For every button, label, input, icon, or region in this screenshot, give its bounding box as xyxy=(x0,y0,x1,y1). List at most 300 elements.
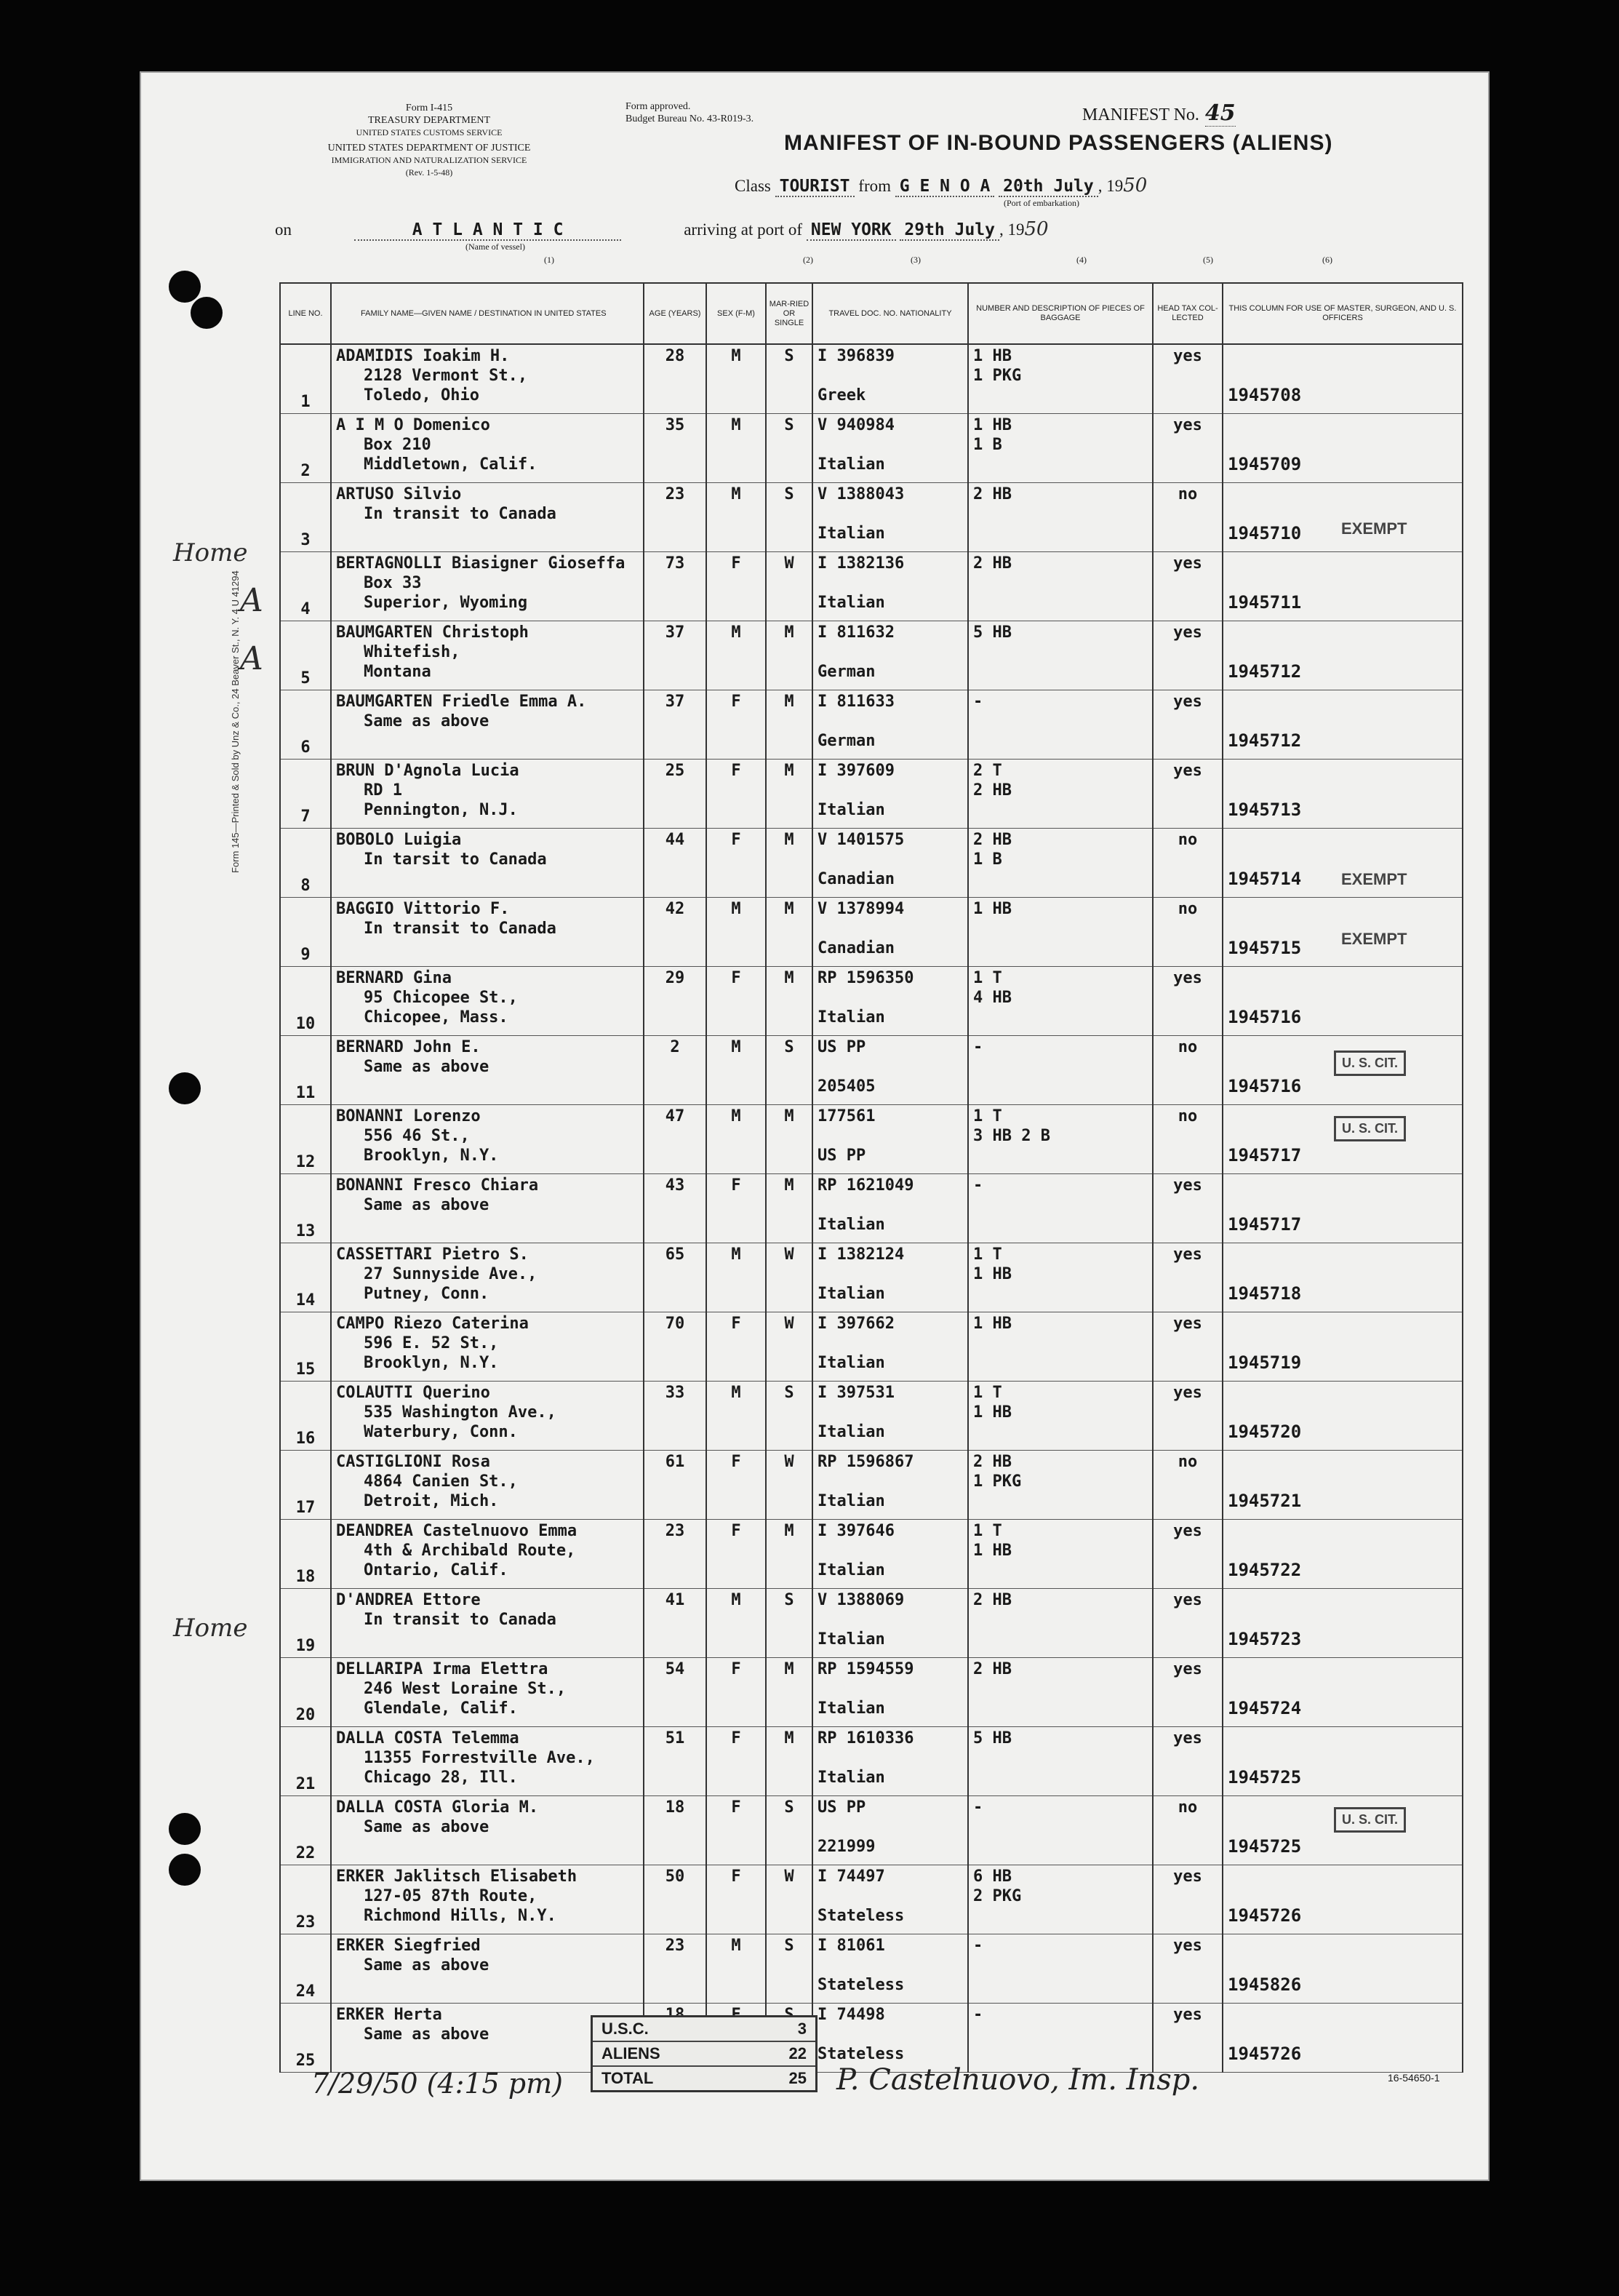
officer-number: 1945716 xyxy=(1228,1007,1302,1027)
officer-number: 1945718 xyxy=(1228,1283,1302,1304)
vessel-caption: (Name of vessel) xyxy=(465,242,525,252)
baggage-line: 3 HB 2 B xyxy=(973,1127,1050,1145)
nationality: Italian xyxy=(818,1561,885,1579)
col-num: (5) xyxy=(1203,255,1213,265)
officer-notes xyxy=(1223,1934,1463,2004)
col-num: (6) xyxy=(1322,255,1332,265)
nationality: Stateless xyxy=(818,2045,905,2063)
destination-line: 127-05 87th Route, xyxy=(364,1887,537,1905)
baggage-cell xyxy=(968,1520,1153,1589)
passenger-name: BONANNI Fresco Chiara xyxy=(336,1176,539,1195)
passenger-cell xyxy=(331,414,644,483)
baggage-line: 2 HB xyxy=(973,1591,1012,1609)
baggage-cell xyxy=(968,414,1153,483)
nationality: German xyxy=(818,732,876,750)
officer-notes xyxy=(1223,1520,1463,1589)
marital-status: M xyxy=(766,1727,812,1796)
destination-line: Ontario, Calif. xyxy=(364,1561,508,1579)
age: 23 xyxy=(644,483,706,552)
table-row xyxy=(280,344,1463,414)
form-number: 16-54650-1 xyxy=(1388,2072,1440,2084)
destination-line: Putney, Conn. xyxy=(364,1285,489,1303)
punch-hole xyxy=(169,271,201,303)
sex: M xyxy=(706,1105,766,1174)
travel-doc-cell xyxy=(812,1658,968,1727)
baggage-cell xyxy=(968,1934,1153,2004)
passenger-cell xyxy=(331,1727,644,1796)
baggage-line: 1 B xyxy=(973,850,1002,869)
passenger-cell xyxy=(331,552,644,621)
head-tax: no xyxy=(1153,483,1223,552)
destination-line: Brooklyn, N.Y. xyxy=(364,1354,499,1372)
destination-line: 596 E. 52 St., xyxy=(364,1334,499,1352)
travel-doc-cell xyxy=(812,1934,968,2004)
line-number: 11 xyxy=(280,1036,331,1105)
baggage-line: 2 HB xyxy=(973,1453,1012,1471)
destination-line: Superior, Wyoming xyxy=(364,594,528,612)
line-number: 16 xyxy=(280,1382,331,1451)
destination-line: Same as above xyxy=(364,2025,489,2044)
tally-aliens: ALIENS 22 xyxy=(593,2042,815,2067)
head-tax: yes xyxy=(1153,414,1223,483)
travel-doc-number: RP 1596867 xyxy=(818,1453,914,1471)
travel-doc-number: I 1382136 xyxy=(818,554,905,573)
marital-status: W xyxy=(766,552,812,621)
baggage-line: - xyxy=(973,1038,983,1056)
passenger-name: BONANNI Lorenzo xyxy=(336,1107,481,1125)
baggage-cell xyxy=(968,1451,1153,1520)
travel-doc-number: I 397609 xyxy=(818,762,895,780)
passenger-cell xyxy=(331,1243,644,1312)
baggage-cell xyxy=(968,1382,1153,1451)
nationality: Italian xyxy=(818,1699,885,1718)
travel-doc-cell xyxy=(812,690,968,760)
officer-number: 1945717 xyxy=(1228,1214,1302,1235)
sex: M xyxy=(706,414,766,483)
nationality: German xyxy=(818,663,876,681)
destination-line: Brooklyn, N.Y. xyxy=(364,1147,499,1165)
officer-number: 1945722 xyxy=(1228,1560,1302,1580)
baggage-line: - xyxy=(973,693,983,711)
destination-line: Same as above xyxy=(364,712,489,730)
col-header-travel-doc: TRAVEL DOC. NO. NATIONALITY xyxy=(812,283,968,344)
line-number: 7 xyxy=(280,760,331,829)
tally-usc: U.S.C. 3 xyxy=(593,2017,815,2042)
age: 35 xyxy=(644,414,706,483)
officer-notes xyxy=(1223,1312,1463,1382)
age: 23 xyxy=(644,1934,706,2004)
sex: M xyxy=(706,898,766,967)
passenger-name: BAUMGARTEN Christoph xyxy=(336,623,529,642)
passenger-cell xyxy=(331,483,644,552)
travel-doc-cell xyxy=(812,1105,968,1174)
baggage-line: 5 HB xyxy=(973,623,1012,642)
baggage-cell xyxy=(968,1243,1153,1312)
travel-doc-number: I 74497 xyxy=(818,1868,885,1886)
head-tax: no xyxy=(1153,829,1223,898)
table-row xyxy=(280,552,1463,621)
baggage-line: 1 T xyxy=(973,1107,1002,1125)
passenger-cell xyxy=(331,1105,644,1174)
travel-doc-cell xyxy=(812,414,968,483)
travel-doc-cell xyxy=(812,1727,968,1796)
officer-notes xyxy=(1223,690,1463,760)
baggage-cell xyxy=(968,344,1153,414)
officer-notes xyxy=(1223,344,1463,414)
col-header-line: LINE NO. xyxy=(280,283,331,344)
baggage-line: - xyxy=(973,1176,983,1195)
col-num: (3) xyxy=(911,255,921,265)
baggage-line: 2 HB xyxy=(973,554,1012,573)
officer-notes xyxy=(1223,1865,1463,1934)
nationality: Italian xyxy=(818,455,885,474)
sex: F xyxy=(706,829,766,898)
exempt-stamp: EXEMPT xyxy=(1341,870,1407,888)
travel-doc-number: I 74498 xyxy=(818,2006,885,2024)
passenger-name: BRUN D'Agnola Lucia xyxy=(336,762,519,780)
officer-number: 1945719 xyxy=(1228,1352,1302,1373)
line-number: 6 xyxy=(280,690,331,760)
destination-line: Waterbury, Conn. xyxy=(364,1423,518,1441)
line-number: 23 xyxy=(280,1865,331,1934)
destination-line: Detroit, Mich. xyxy=(364,1492,499,1510)
sex: F xyxy=(706,1312,766,1382)
passenger-name: ARTUSO Silvio xyxy=(336,485,462,503)
marital-status: M xyxy=(766,898,812,967)
passenger-cell xyxy=(331,829,644,898)
marital-status: S xyxy=(766,483,812,552)
travel-doc-number: I 1382124 xyxy=(818,1245,905,1264)
baggage-line: 1 T xyxy=(973,1522,1002,1540)
destination-line: Box 33 xyxy=(364,574,422,592)
travel-doc-number: V 1401575 xyxy=(818,831,905,849)
age: 50 xyxy=(644,1865,706,1934)
line-number: 1 xyxy=(280,344,331,414)
marital-status: S xyxy=(766,1036,812,1105)
passenger-name: BERNARD Gina xyxy=(336,969,452,987)
margin-note: A xyxy=(240,640,263,677)
nationality: Canadian xyxy=(818,870,895,888)
form-agency-block: Form I-415 TREASURY DEPARTMENT UNITED STATES CUSTOMS SERVICE UNITED STATES DEPARTMENT OF JUSTICE IMMIGRATION AND NATURALIZATION SERVICE (Rev. 1-5-48) xyxy=(327,103,531,178)
baggage-cell xyxy=(968,967,1153,1036)
passenger-cell xyxy=(331,898,644,967)
table-row xyxy=(280,414,1463,483)
baggage-line: 1 HB xyxy=(973,1265,1012,1283)
officer-number: 1945711 xyxy=(1228,592,1302,613)
col-header-head-tax: HEAD TAX COL-LECTED xyxy=(1153,283,1223,344)
marital-status: M xyxy=(766,760,812,829)
destination-line: Montana xyxy=(364,663,431,681)
baggage-cell xyxy=(968,1727,1153,1796)
col-header-age: AGE (YEARS) xyxy=(644,283,706,344)
line-number: 20 xyxy=(280,1658,331,1727)
passenger-name: CASTIGLIONI Rosa xyxy=(336,1453,490,1471)
table-row xyxy=(280,760,1463,829)
destination-line: 4864 Canien St., xyxy=(364,1472,518,1491)
table-row xyxy=(280,898,1463,967)
passenger-cell xyxy=(331,1865,644,1934)
marital-status: S xyxy=(766,1934,812,2004)
line-number: 21 xyxy=(280,1727,331,1796)
travel-doc-cell xyxy=(812,1036,968,1105)
sex: F xyxy=(706,1451,766,1520)
destination-line: Chicago 28, Ill. xyxy=(364,1769,518,1787)
sex: M xyxy=(706,483,766,552)
officer-notes xyxy=(1223,621,1463,690)
age: 73 xyxy=(644,552,706,621)
age: 70 xyxy=(644,1312,706,1382)
table-row xyxy=(280,1658,1463,1727)
baggage-line: 1 T xyxy=(973,1384,1002,1402)
passenger-cell xyxy=(331,1451,644,1520)
travel-doc-cell xyxy=(812,1520,968,1589)
table-header-row xyxy=(280,283,1463,344)
line-number: 8 xyxy=(280,829,331,898)
head-tax: yes xyxy=(1153,1658,1223,1727)
officer-number: 1945712 xyxy=(1228,730,1302,751)
passenger-table xyxy=(279,282,1463,2073)
destination-line: Whitefish, xyxy=(364,643,460,661)
destination-line: In transit to Canada xyxy=(364,1611,556,1629)
age: 51 xyxy=(644,1727,706,1796)
line-number: 3 xyxy=(280,483,331,552)
baggage-cell xyxy=(968,1036,1153,1105)
head-tax: yes xyxy=(1153,344,1223,414)
sex: M xyxy=(706,344,766,414)
travel-doc-number: RP 1594559 xyxy=(818,1660,914,1678)
line-number: 15 xyxy=(280,1312,331,1382)
age: 43 xyxy=(644,1174,706,1243)
head-tax: yes xyxy=(1153,1520,1223,1589)
line-number: 25 xyxy=(280,2004,331,2073)
destination-line: 535 Washington Ave., xyxy=(364,1403,556,1422)
table-row xyxy=(280,1312,1463,1382)
head-tax: no xyxy=(1153,1036,1223,1105)
baggage-line: 1 HB xyxy=(973,900,1012,918)
sex: M xyxy=(706,1036,766,1105)
nationality: Italian xyxy=(818,801,885,819)
destination-line: In transit to Canada xyxy=(364,920,556,938)
head-tax: no xyxy=(1153,1796,1223,1865)
baggage-cell xyxy=(968,898,1153,967)
nationality: Stateless xyxy=(818,1907,905,1925)
col-header-baggage: NUMBER AND DESCRIPTION OF PIECES OF BAGGAGE xyxy=(968,283,1153,344)
table-row xyxy=(280,829,1463,898)
officer-number: 1945715 xyxy=(1228,938,1302,958)
baggage-cell xyxy=(968,1174,1153,1243)
travel-doc-cell xyxy=(812,1174,968,1243)
marital-status: M xyxy=(766,967,812,1036)
page-title: MANIFEST OF IN-BOUND PASSENGERS (ALIENS) xyxy=(784,131,1333,155)
line-number: 14 xyxy=(280,1243,331,1312)
travel-doc-number: I 397662 xyxy=(818,1315,895,1333)
passenger-cell xyxy=(331,967,644,1036)
baggage-line: 1 T xyxy=(973,969,1002,987)
tally-total: TOTAL 25 xyxy=(601,2069,807,2087)
travel-doc-number: V 1388069 xyxy=(818,1591,905,1609)
baggage-cell xyxy=(968,621,1153,690)
officer-number: 1945713 xyxy=(1228,800,1302,820)
sex: F xyxy=(706,760,766,829)
passenger-cell xyxy=(331,1036,644,1105)
travel-doc-number: 177561 xyxy=(818,1107,876,1125)
travel-doc-number: I 811633 xyxy=(818,693,895,711)
nationality: Greek xyxy=(818,386,866,404)
passenger-name: A I M O Domenico xyxy=(336,416,490,434)
line-number: 4 xyxy=(280,552,331,621)
marital-status: W xyxy=(766,1451,812,1520)
table-row xyxy=(280,621,1463,690)
baggage-line: 2 HB xyxy=(973,781,1012,800)
age: 37 xyxy=(644,621,706,690)
passenger-name: ERKER Herta xyxy=(336,2006,442,2024)
marital-status: M xyxy=(766,1658,812,1727)
officer-number: 1945717 xyxy=(1228,1145,1302,1165)
sex: F xyxy=(706,1174,766,1243)
sex: M xyxy=(706,1589,766,1658)
baggage-line: 1 HB xyxy=(973,347,1012,365)
officer-number: 1945726 xyxy=(1228,2044,1302,2064)
destination-line: Pennington, N.J. xyxy=(364,801,518,819)
passenger-name: BAGGIO Vittorio F. xyxy=(336,900,510,918)
head-tax: yes xyxy=(1153,1934,1223,2004)
marital-status: M xyxy=(766,1520,812,1589)
table-row xyxy=(280,1727,1463,1796)
passenger-cell xyxy=(331,1520,644,1589)
sex: F xyxy=(706,1520,766,1589)
destination-line: Glendale, Calif. xyxy=(364,1699,518,1718)
table-row xyxy=(280,1589,1463,1658)
travel-doc-number: I 396839 xyxy=(818,347,895,365)
col-header-name: FAMILY NAME—GIVEN NAME / DESTINATION IN UNITED STATES xyxy=(331,283,644,344)
tally-box xyxy=(591,2015,818,2092)
sex: M xyxy=(706,621,766,690)
age: 37 xyxy=(644,690,706,760)
nationality: Italian xyxy=(818,1285,885,1303)
inspector-signature: P. Castelnuovo, Im. Insp. xyxy=(836,2063,1200,2097)
line-number: 19 xyxy=(280,1589,331,1658)
destination-line: Same as above xyxy=(364,1196,489,1214)
port-caption: (Port of embarkation) xyxy=(1004,198,1079,208)
passenger-cell xyxy=(331,1934,644,2004)
head-tax: no xyxy=(1153,1105,1223,1174)
table-row xyxy=(280,1036,1463,1105)
baggage-line: - xyxy=(973,2006,983,2024)
travel-doc-cell xyxy=(812,1382,968,1451)
passenger-cell xyxy=(331,1174,644,1243)
marital-status: M xyxy=(766,690,812,760)
sex: F xyxy=(706,1865,766,1934)
printer-imprint: Form 145—Printed & Sold by Unz & Co., 24 Beaver St., N. Y. 4 U 41294 xyxy=(230,570,241,873)
head-tax: yes xyxy=(1153,1589,1223,1658)
age: 65 xyxy=(644,1243,706,1312)
sex: F xyxy=(706,690,766,760)
punch-hole xyxy=(169,1854,201,1886)
col-header-sex: SEX (F-M) xyxy=(706,283,766,344)
age: 47 xyxy=(644,1105,706,1174)
passenger-name: ADAMIDIS Ioakim H. xyxy=(336,347,510,365)
destination-line: Box 210 xyxy=(364,436,431,454)
travel-doc-cell xyxy=(812,1451,968,1520)
passenger-cell xyxy=(331,1658,644,1727)
head-tax: yes xyxy=(1153,1243,1223,1312)
table-row xyxy=(280,690,1463,760)
travel-doc-number: I 397531 xyxy=(818,1384,895,1402)
marital-status: W xyxy=(766,1865,812,1934)
passenger-name: BAUMGARTEN Friedle Emma A. xyxy=(336,693,587,711)
officer-number: 1945725 xyxy=(1228,1767,1302,1787)
nationality: Italian xyxy=(818,1492,885,1510)
passenger-name: BOBOLO Luigia xyxy=(336,831,462,849)
line-number: 2 xyxy=(280,414,331,483)
travel-doc-number: V 940984 xyxy=(818,416,895,434)
class-line: Class TOURIST from G E N O A 20th July , 1950 xyxy=(735,175,1148,196)
officer-number: 1945714 xyxy=(1228,869,1302,889)
baggage-line: 1 T xyxy=(973,1245,1002,1264)
sex: F xyxy=(706,967,766,1036)
passenger-name: ERKER Siegfried xyxy=(336,1937,481,1955)
vessel-line: on A T L A N T I C arriving at port of NEW YORK 29th July , 1950 xyxy=(275,218,1049,240)
marital-status: W xyxy=(766,1312,812,1382)
passenger-cell xyxy=(331,690,644,760)
travel-doc-number: US PP xyxy=(818,1798,866,1817)
punch-hole xyxy=(169,1813,201,1845)
age: 44 xyxy=(644,829,706,898)
destination-line: In transit to Canada xyxy=(364,505,556,523)
officer-number: 1945726 xyxy=(1228,1905,1302,1926)
nationality: Italian xyxy=(818,1423,885,1441)
us-cit-stamp: U. S. CIT. xyxy=(1334,1116,1406,1141)
margin-note: Home xyxy=(173,1614,248,1643)
table-row xyxy=(280,1105,1463,1174)
travel-doc-number: V 1388043 xyxy=(818,485,905,503)
officer-number: 1945826 xyxy=(1228,1974,1302,1995)
baggage-line: 2 T xyxy=(973,762,1002,780)
passenger-cell xyxy=(331,1796,644,1865)
passenger-name: D'ANDREA Ettore xyxy=(336,1591,481,1609)
manifest-number: MANIFEST No. 45 xyxy=(1082,100,1236,126)
destination-line: Same as above xyxy=(364,1818,489,1836)
age: 41 xyxy=(644,1589,706,1658)
passenger-name: DALLA COSTA Gloria M. xyxy=(336,1798,539,1817)
nationality: Italian xyxy=(818,1008,885,1027)
nationality: Italian xyxy=(818,1630,885,1649)
nationality: 205405 xyxy=(818,1077,876,1096)
travel-doc-cell xyxy=(812,898,968,967)
baggage-line: 6 HB xyxy=(973,1868,1012,1886)
officer-number: 1945720 xyxy=(1228,1422,1302,1442)
col-num: (1) xyxy=(544,255,554,265)
table-row xyxy=(280,1382,1463,1451)
line-number: 13 xyxy=(280,1174,331,1243)
officer-notes xyxy=(1223,2004,1463,2073)
passenger-name: DELLARIPA Irma Elettra xyxy=(336,1660,548,1678)
officer-notes xyxy=(1223,1589,1463,1658)
destination-line: 95 Chicopee St., xyxy=(364,989,518,1007)
marital-status: M xyxy=(766,1174,812,1243)
destination-line: 2128 Vermont St., xyxy=(364,367,528,385)
travel-doc-number: I 397646 xyxy=(818,1522,895,1540)
age: 33 xyxy=(644,1382,706,1451)
officer-number: 1945709 xyxy=(1228,454,1302,474)
baggage-cell xyxy=(968,1105,1153,1174)
table-row xyxy=(280,1520,1463,1589)
age: 23 xyxy=(644,1520,706,1589)
age: 25 xyxy=(644,760,706,829)
officer-notes xyxy=(1223,1727,1463,1796)
baggage-line: 1 B xyxy=(973,436,1002,454)
destination-line: 246 West Loraine St., xyxy=(364,1680,567,1698)
